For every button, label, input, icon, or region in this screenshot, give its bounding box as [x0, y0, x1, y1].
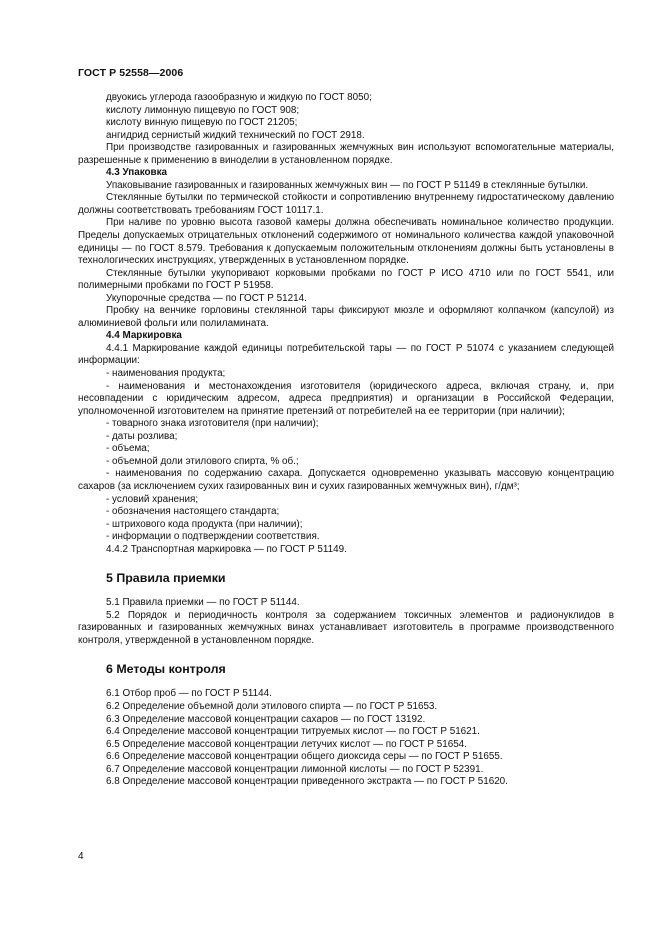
paragraph: Пробку на венчике горловины стеклянной тары фиксируют мюзле и оформляют колпачком (капсулой) из алюминиевой фольги или полиламината.	[78, 305, 614, 329]
section-heading: 5 Правила приемки	[106, 571, 226, 586]
paragraph: 6.4 Определение массовой концентрации титруемых кислот — по ГОСТ Р 51621.	[106, 726, 480, 738]
subsection-heading: 4.4 Маркировка	[106, 330, 182, 342]
paragraph: 4.4.1 Маркирование каждой единицы потребительской тары — по ГОСТ Р 51074 с указанием следующей информации:	[78, 342, 614, 367]
paragraph: 5.2 Порядок и периодичность контроля за содержанием токсичных элементов и радионуклидов в газированных и газированных жемчужных винах устанавливает изготовитель в программе производственного контроля, утвержденной в установленном порядке.	[78, 609, 614, 646]
paragraph: 6.5 Определение массовой концентрации летучих кислот — по ГОСТ Р 51654.	[106, 738, 467, 750]
subsection-heading: 4.3 Упаковка	[106, 167, 168, 179]
paragraph: При производстве газированных и газированных жемчужных вин используют вспомогательные материалы, разрешенные к применению в виноделии в установленном порядке.	[78, 142, 614, 166]
paragraph: 5.1 Правила приемки — по ГОСТ Р 51144.	[106, 597, 300, 609]
paragraph: кислоту винную пищевую по ГОСТ 21205;	[106, 117, 298, 129]
page-number: 4	[78, 851, 84, 862]
paragraph: 6.6 Определение массовой концентрации общего диоксида серы — по ГОСТ Р 51655.	[106, 751, 503, 763]
paragraph: кислоту лимонную пищевую по ГОСТ 908;	[106, 104, 300, 116]
list-item: - наименования продукта;	[106, 368, 226, 380]
list-item: - объемной доли этилового спирта, % об.;	[106, 455, 299, 467]
list-item: - даты розлива;	[106, 430, 178, 442]
list-item: - штрихового кода продукта (при наличии);	[106, 518, 303, 530]
section-heading: 6 Методы контроля	[106, 662, 226, 677]
list-item: - обозначения настоящего стандарта;	[106, 506, 280, 518]
paragraph: 6.3 Определение массовой концентрации сахаров — по ГОСТ 13192.	[106, 713, 426, 725]
list-item: - наименования по содержанию сахара. Допускается одновременно указывать массовую концентрацию сахаров (за исключением сухих газированных вин и сухих газированных жемчужных вин), г/дм³;	[78, 468, 614, 492]
paragraph: 6.8 Определение массовой концентрации приведенного экстракта — по ГОСТ Р 51620.	[106, 776, 508, 788]
paragraph: ангидрид сернистый жидкий технический по ГОСТ 2918.	[106, 129, 365, 141]
paragraph: 4.4.2 Транспортная маркировка — по ГОСТ Р 51149.	[106, 543, 347, 555]
paragraph: двуокись углерода газообразную и жидкую по ГОСТ 8050;	[106, 92, 372, 103]
paragraph: При наливе по уровню высота газовой камеры должна обеспечивать номинальное количество продукции. Пределы допускаемых отрицательных отклонений содержимого от номинального количества каждой упаковочной единицы — по ГОСТ 8.579. Требования к допускаемым положительным отклонениям должны быть установлены в технологических инструкциях, утвержденных в установленном порядке.	[78, 217, 614, 267]
page-header: ГОСТ Р 52558—2006	[78, 67, 184, 79]
list-item: - условий хранения;	[106, 493, 199, 505]
list-item: - объема;	[106, 443, 150, 455]
document-body	[78, 92, 614, 789]
paragraph: Укупорочные средства — по ГОСТ Р 51214.	[106, 292, 307, 304]
paragraph: Стеклянные бутылки по термической стойкости и сопротивлению внутреннему гидростатическому давлению должны соответствовать требованиям ГОСТ 10117.1.	[78, 192, 614, 216]
paragraph: 6.7 Определение массовой концентрации лимонной кислоты — по ГОСТ Р 52391.	[106, 763, 484, 775]
list-item: - товарного знака изготовителя (при наличии);	[106, 418, 319, 430]
paragraph: 6.2 Определение объемной доли этилового спирта — по ГОСТ Р 51653.	[106, 700, 438, 712]
list-item: - информации о подтверждении соответствия.	[106, 531, 320, 543]
paragraph: Упаковывание газированных и газированных жемчужных вин — по ГОСТ Р 51149 в стеклянные бутылки.	[106, 179, 589, 191]
list-item: - наименования и местонахождения изготовителя (юридического адреса, включая страну, и, при несовпадении с юридическим адресом, адреса предприятия) и организации в Российской Федерации, уполномоченной изготовителем на принятие претензий от потребителей на ее территории (при наличии);	[78, 380, 614, 417]
paragraph: 6.1 Отбор проб — по ГОСТ Р 51144.	[106, 688, 272, 700]
paragraph: Стеклянные бутылки укупоривают корковыми пробками по ГОСТ Р ИСО 4710 или по ГОСТ 5541, или полимерными пробками по ГОСТ Р 51958.	[78, 267, 614, 292]
